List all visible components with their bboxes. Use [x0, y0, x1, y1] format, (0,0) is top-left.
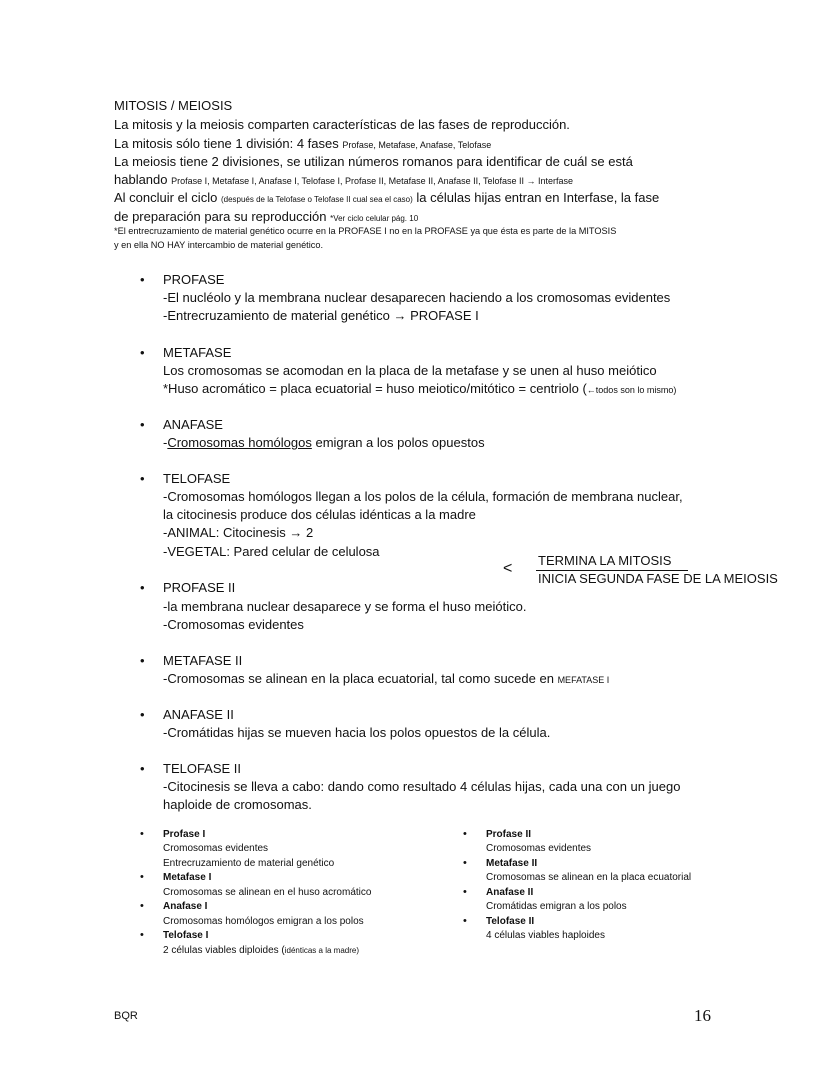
footer-initials: BQR [114, 1010, 138, 1022]
arrow-note-line-2: INICIA SEGUNDA FASE DE LA MEIOSIS [538, 571, 778, 586]
summary-text: Cromosomas se alinean en la placa ecuatorial [486, 872, 692, 883]
summary-title-anafase-i: Anafase I [163, 901, 208, 912]
phase-line: -la membrana nuclear desaparece y se forma el huso meiótico. [163, 599, 527, 614]
phase-title-profase: PROFASE [163, 272, 225, 287]
phase-title-anafase: ANAFASE [163, 417, 223, 432]
summary-title-profase-ii: Profase II [486, 829, 532, 840]
phase-line: haploide de cromosomas. [163, 797, 312, 812]
summary-text: Entrecruzamiento de material genético [163, 858, 335, 869]
bullet-icon: • [140, 345, 145, 360]
phase-title-profase-ii: PROFASE II [163, 580, 236, 595]
summary-title-anafase-ii: Anafase II [486, 887, 534, 898]
intro-line-4: hablando Profase I, Metafase I, Anafase I, Telofase I, Profase II, Metafase II, Anafase II, Telofase II → Interfase [114, 172, 574, 187]
phase-line: -ANIMAL: Citocinesis → 2 [163, 525, 314, 540]
phase-line: -Cromosomas se alinean en la placa ecuatorial, tal como sucede en MEFATASE I [163, 671, 610, 686]
bullet-icon: • [463, 886, 467, 898]
phase-line: -Cromosomas homólogos emigran a los polos opuestos [163, 435, 485, 450]
phase-title-anafase-ii: ANAFASE II [163, 707, 234, 722]
phase-title-metafase: METAFASE [163, 345, 232, 360]
page-number: 16 [694, 1006, 711, 1025]
arrow-note-line-1: TERMINA LA MITOSIS [538, 553, 672, 568]
summary-title-profase-i: Profase I [163, 829, 206, 840]
bullet-icon: • [140, 871, 144, 883]
phase-line: Los cromosomas se acomodan en la placa de la metafase y se unen al huso meiótico [163, 363, 657, 378]
summary-text: 4 células viables haploides [486, 930, 605, 941]
phase-line: -Entrecruzamiento de material genético → PROFASE I [163, 308, 479, 323]
phase-line: -Cromosomas homólogos llegan a los polos de la célula, formación de membrana nuclear, [163, 489, 683, 504]
intro-note-1: *El entrecruzamiento de material genético ocurre en la PROFASE I no en la PROFASE ya que ésta es parte de la MITOSIS [114, 226, 617, 236]
phase-line: -VEGETAL: Pared celular de celulosa [163, 544, 380, 559]
summary-text: Cromosomas evidentes [486, 843, 592, 854]
bullet-icon: • [463, 828, 467, 840]
bullet-icon: • [140, 761, 145, 776]
phase-title-telofase-ii: TELOFASE II [163, 761, 242, 776]
page-title: MITOSIS / MEIOSIS [114, 98, 233, 113]
bullet-icon: • [463, 857, 467, 869]
bullet-icon: • [463, 915, 467, 927]
summary-text: Cromosomas homólogos emigran a los polos [163, 916, 364, 927]
summary-title-metafase-ii: Metafase II [486, 858, 538, 869]
intro-note-2: y en ella NO HAY intercambio de material genético. [114, 240, 324, 250]
phase-title-metafase-ii: METAFASE II [163, 653, 243, 668]
intro-line-2: La mitosis sólo tiene 1 división: 4 fases Profase, Metafase, Anafase, Telofase [114, 136, 492, 151]
summary-title-metafase-i: Metafase I [163, 872, 212, 883]
bullet-icon: • [140, 929, 144, 941]
summary-title-telofase-ii: Telofase II [486, 916, 535, 927]
phase-line: -Cromátidas hijas se mueven hacia los polos opuestos de la célula. [163, 725, 551, 740]
bullet-icon: • [140, 272, 145, 287]
phase-line: -Cromosomas evidentes [163, 617, 304, 632]
phase-line: la citocinesis produce dos células idénticas a la madre [163, 507, 476, 522]
bullet-icon: • [140, 828, 144, 840]
intro-line-5: Al concluir el ciclo (después de la Telofase o Telofase II cual sea el caso) la células hijas entran en Interfase, la fase [114, 190, 660, 205]
summary-text: Cromosomas evidentes [163, 843, 269, 854]
summary-title-telofase-i: Telofase I [163, 930, 209, 941]
intro-line-6: de preparación para su reproducción *Ver ciclo celular pág. 10 [114, 209, 419, 224]
bullet-icon: • [140, 900, 144, 912]
summary-text: Cromátidas emigran a los polos [486, 901, 627, 912]
intro-line-1: La mitosis y la meiosis comparten características de las fases de reproducción. [114, 117, 570, 132]
phase-title-telofase: TELOFASE [163, 471, 231, 486]
summary-text: 2 células viables diploides (idénticas a la madre) [163, 945, 359, 956]
left-arrow-icon: < [503, 560, 513, 577]
phase-line: -El nucléolo y la membrana nuclear desaparecen haciendo a los cromosomas evidentes [163, 290, 671, 305]
intro-line-3: La meiosis tiene 2 divisiones, se utilizan números romanos para identificar de cuál se está [114, 154, 633, 169]
summary-text: Cromosomas se alinean en el huso acromático [163, 887, 372, 898]
phase-line: *Huso acromático = placa ecuatorial = huso meiotico/mitótico = centriolo (←todos son lo mismo) [163, 381, 677, 396]
bullet-icon: • [140, 707, 145, 722]
bullet-icon: • [140, 417, 145, 432]
bullet-icon: • [140, 471, 145, 486]
bullet-icon: • [140, 653, 145, 668]
phase-line: -Citocinesis se lleva a cabo: dando como resultado 4 células hijas, cada una con un juego [163, 779, 681, 794]
bullet-icon: • [140, 580, 145, 595]
